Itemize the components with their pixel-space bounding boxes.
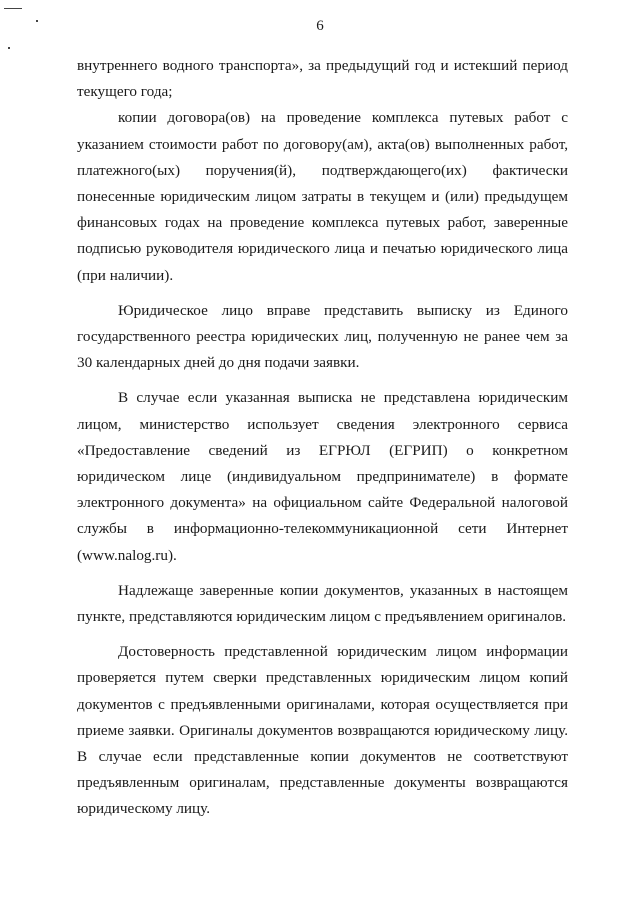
document-body	[77, 53, 568, 832]
paragraph-continuation: внутреннего водного транспорта», за предыдущий год и истекший период текущего года;	[77, 57, 568, 101]
paragraph-certified-copies: Надлежаще заверенные копии документов, указанных в настоящем пункте, представляются юридическим лицом с предъявлением оригиналов.	[77, 581, 568, 626]
page-number: 6	[316, 18, 324, 34]
paragraph-registry-extract: Юридическое лицо вправе представить выписку из Единого государственного реестра юридических лиц, полученную не ранее чем за 30 календарных дней до дня подачи заявки.	[77, 301, 568, 372]
scan-artifact-dot	[8, 47, 10, 49]
paragraph-electronic-service: В случае если указанная выписка не представлена юридическим лицом, министерство использует сведения электронного сервиса «Предоставление сведений из ЕГРЮЛ (ЕГРИП) о конкретном юридическом лице (индивидуальном предпринимателе) в формате электронного документа» на официальном сайте Федеральной налоговой службы в информационно-телекоммуникационной сети Интернет (www.nalog.ru).	[77, 389, 568, 564]
paragraph-contract-copies: копии договора(ов) на проведение комплекса путевых работ с указанием стоимости работ по договору(ам), акта(ов) выполненных работ, платежного(ых) поручения(й), подтверждающего(их) фактически понесенные юридическим лицом затраты в текущем и (или) предыдущем финансовых годах на проведение комплекса путевых работ, заверенные подписью руководителя юридического лица и печатью юридического лица (при наличии).	[77, 109, 568, 284]
paragraph-verification: Достоверность представленной юридическим лицом информации проверяется путем сверки представленных юридическим лицом копий документов с предъявленными оригиналами, которая осуществляется при приеме заявки. Оригиналы документов возвращаются юридическому лицу. В случае если представленные копии документов не соответствуют предъявленным оригиналам, представленные документы возвращаются юридическому лицу.	[77, 643, 568, 818]
scan-artifact-line	[4, 8, 22, 9]
